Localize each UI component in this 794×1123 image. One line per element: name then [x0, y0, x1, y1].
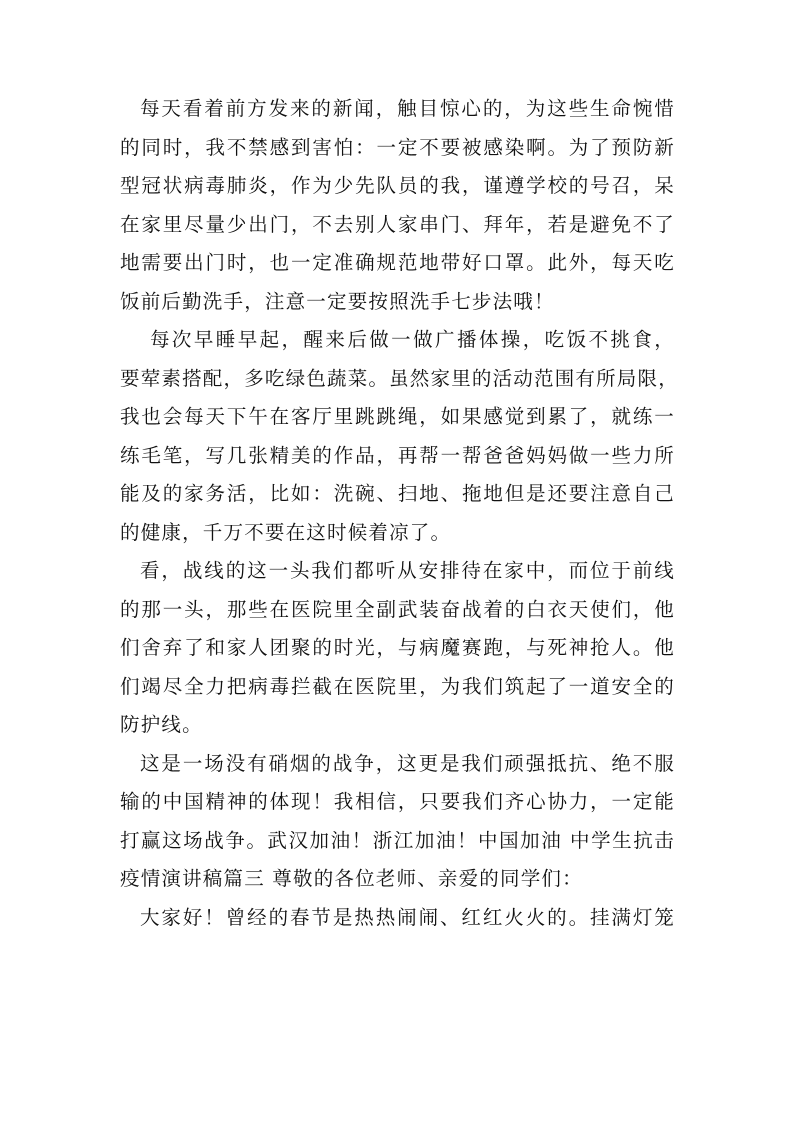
text-line: 打赢这场战争。武汉加油！浙江加油！中国加油 中学生抗击 — [120, 828, 675, 852]
text-line: 型冠状病毒肺炎，作为少先队员的我，谨遵学校的号召，呆 — [120, 174, 675, 197]
document-body — [120, 90, 679, 937]
paragraph-news-worry — [120, 90, 675, 321]
text-line: 大家好！曾经的春节是热热闹闹、红红火火的。挂满灯笼 — [140, 905, 675, 929]
text-line: 的健康，千万不要在这时候着凉了。 — [120, 520, 452, 544]
text-line: 的那一头，那些在医院里全副武装奋战着的白衣天使们，他 — [120, 597, 675, 621]
text-line: 这是一场没有硝烟的战争，这更是我们顽强抵抗、绝不服 — [140, 751, 675, 775]
text-line: 们舍弃了和家人团聚的时光，与病魔赛跑，与死神抢人。他 — [120, 636, 675, 659]
text-line: 我也会每天下午在客厅里跳跳绳，如果感觉到累了，就练一 — [120, 405, 675, 428]
text-line: 看，战线的这一头我们都听从安排待在家中，而位于前线 — [140, 559, 675, 582]
text-line: 每天看着前方发来的新闻，触目惊心的，为这些生命惋惜 — [140, 97, 675, 120]
text-line: 防护线。 — [120, 713, 203, 736]
paragraph-greeting — [120, 899, 675, 938]
text-line: 能及的家务活，比如：洗碗、扫地、拖地但是还要注意自己 — [120, 482, 675, 505]
text-line: 地需要出门时，也一定准确规范地带好口罩。此外，每天吃 — [120, 251, 675, 274]
text-line: 每次早睡早起，醒来后做一做广播体操，吃饭不挑食， — [150, 328, 675, 351]
paragraph-daily-routine — [120, 321, 679, 552]
text-line: 饭前后勤洗手，注意一定要按照洗手七步法哦！ — [120, 289, 555, 313]
text-line: 要荤素搭配，多吃绿色蔬菜。虽然家里的活动范围有所局限， — [120, 366, 679, 390]
text-line: 输的中国精神的体现！我相信，只要我们齐心协力，一定能 — [120, 790, 675, 813]
text-line: 的同时，我不禁感到害怕：一定不要被感染啊。为了预防新 — [120, 135, 675, 159]
text-line: 们竭尽全力把病毒拦截在医院里，为我们筑起了一道安全的 — [120, 674, 675, 698]
text-line: 练毛笔，写几张精美的作品，再帮一帮爸爸妈妈做一些力所 — [120, 443, 675, 467]
paragraph-war-without-smoke — [120, 745, 675, 899]
text-line: 在家里尽量少出门，不去别人家串门、拜年，若是避免不了 — [120, 212, 675, 236]
paragraph-front-line — [120, 552, 675, 745]
text-line: 疫情演讲稿篇三 尊敬的各位老师、亲爱的同学们： — [120, 867, 583, 890]
